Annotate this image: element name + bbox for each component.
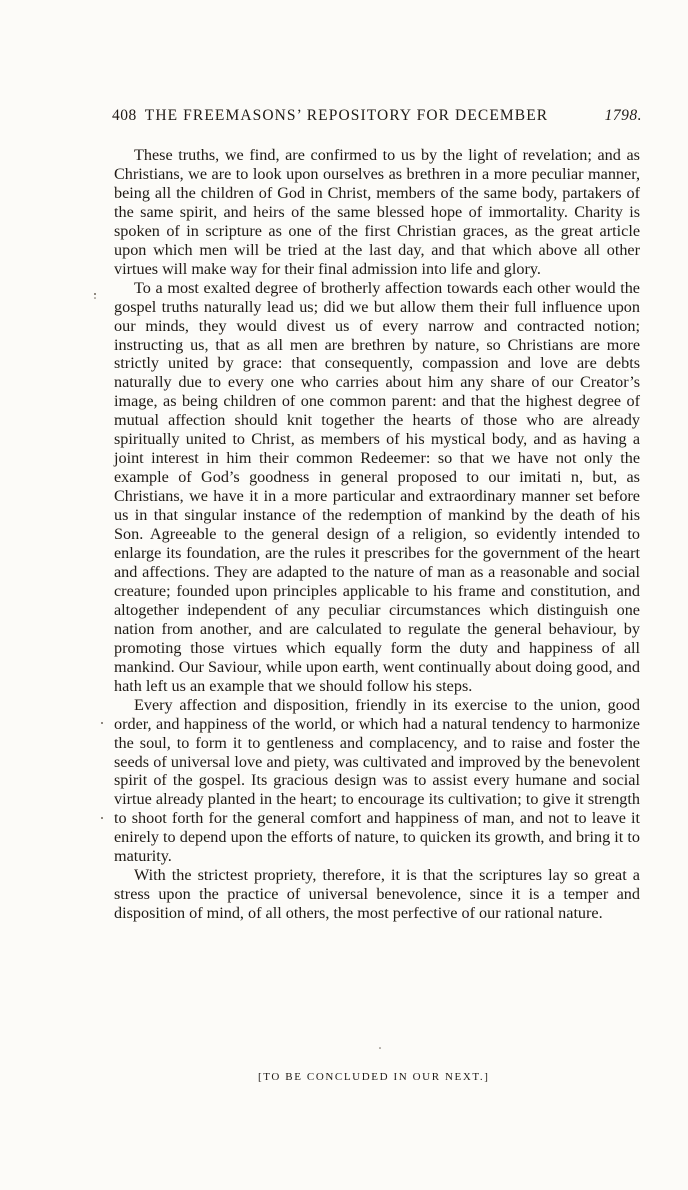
paragraph-strictest-propriety: With the strictest propriety, therefore, it is that the scriptures lay so great a stress upon the practice of universal benevolence, since it is a temper and disposition of mind, of all others, the most perfective of our rational nature. <box>114 866 640 923</box>
paragraph-brotherly-affection: To a most exalted degree of brotherly affection towards each other would the gospel truths naturally lead us; did we but allow them their full influence upon our minds, they would divest us of every narrow and contracted notion; instructing us, that as all men are brethren by nature, so Christians are more strictly united by grace: that consequently, compassion and love are debts naturally due to every one who carries about him any share of our Creator’s image, as being children of one common parent: and that the highest degree of mutual affection should knit together the hearts of those who are already spiritually united to Christ, as members of his mystical body, and as having a joint interest in him their common Redeemer: so that we have not only the example of God’s goodness in general proposed to our imitati n, but, as Christians, we have it in a more particular and extraordinary manner set before us in that singular instance of the redemption of mankind by the death of his Son. Agreeable to the general design of a religion, so evidently intended to enlarge its foundation, are the rules it prescribes for the government of the heart and affections. They are adapted to the nature of man as a reasonable and social creature; founded upon principles applicable to his frame and constitution, and altogether independent of any peculiar circumstances which distinguish one nation from another, and are calculated to regulate the general behaviour, by promoting those virtues which equally form the duty and happiness of all mankind. Our Saviour, while upon earth, went continually about doing good, and hath left us an example that we should follow his steps. <box>114 278 640 695</box>
running-header <box>112 107 642 125</box>
paragraph-every-affection: Every affection and disposition, friendly in its exercise to the union, good order, and happiness of the world, or which had a natural tendency to harmonize the soul, to form it to gentleness and complacency, and to raise and foster the seeds of universal love and piety, was cultivated and improved by the benevolent spirit of the gospel. Its gracious design was to assist every humane and social virtue already planted in the heart; to encourage its cultivation; to give it strength to shoot forth for the general comfort and happiness of man, and not to leave it enirely to depend upon the efforts of nature, to quicken its growth, and bring it to maturity. <box>114 695 640 866</box>
article-body <box>114 146 640 923</box>
continuation-note <box>258 1071 538 1083</box>
paragraph-revelation: These truths, we find, are confirmed to us by the light of revelation; and as Christians, we are to look upon ourselves as brethren in a more peculiar manner, being all the children of God in Christ, members of the same body, partakers of the same spirit, and heirs of the same blessed hope of immortality. Charity is spoken of in scripture as one of the first Christian graces, as the great article upon which men will be tried at the last day, and that which above all other virtues will make way for their final admission into life and glory. <box>114 146 640 278</box>
continuation-note-text: [TO BE CONCLUDED IN OUR NEXT.] <box>258 1071 490 1083</box>
journal-title: THE FREEMASONS’ REPOSITORY FOR DECEMBER <box>144 107 549 124</box>
header-year: 1798. <box>604 107 642 124</box>
page-number: 408 <box>112 107 137 124</box>
